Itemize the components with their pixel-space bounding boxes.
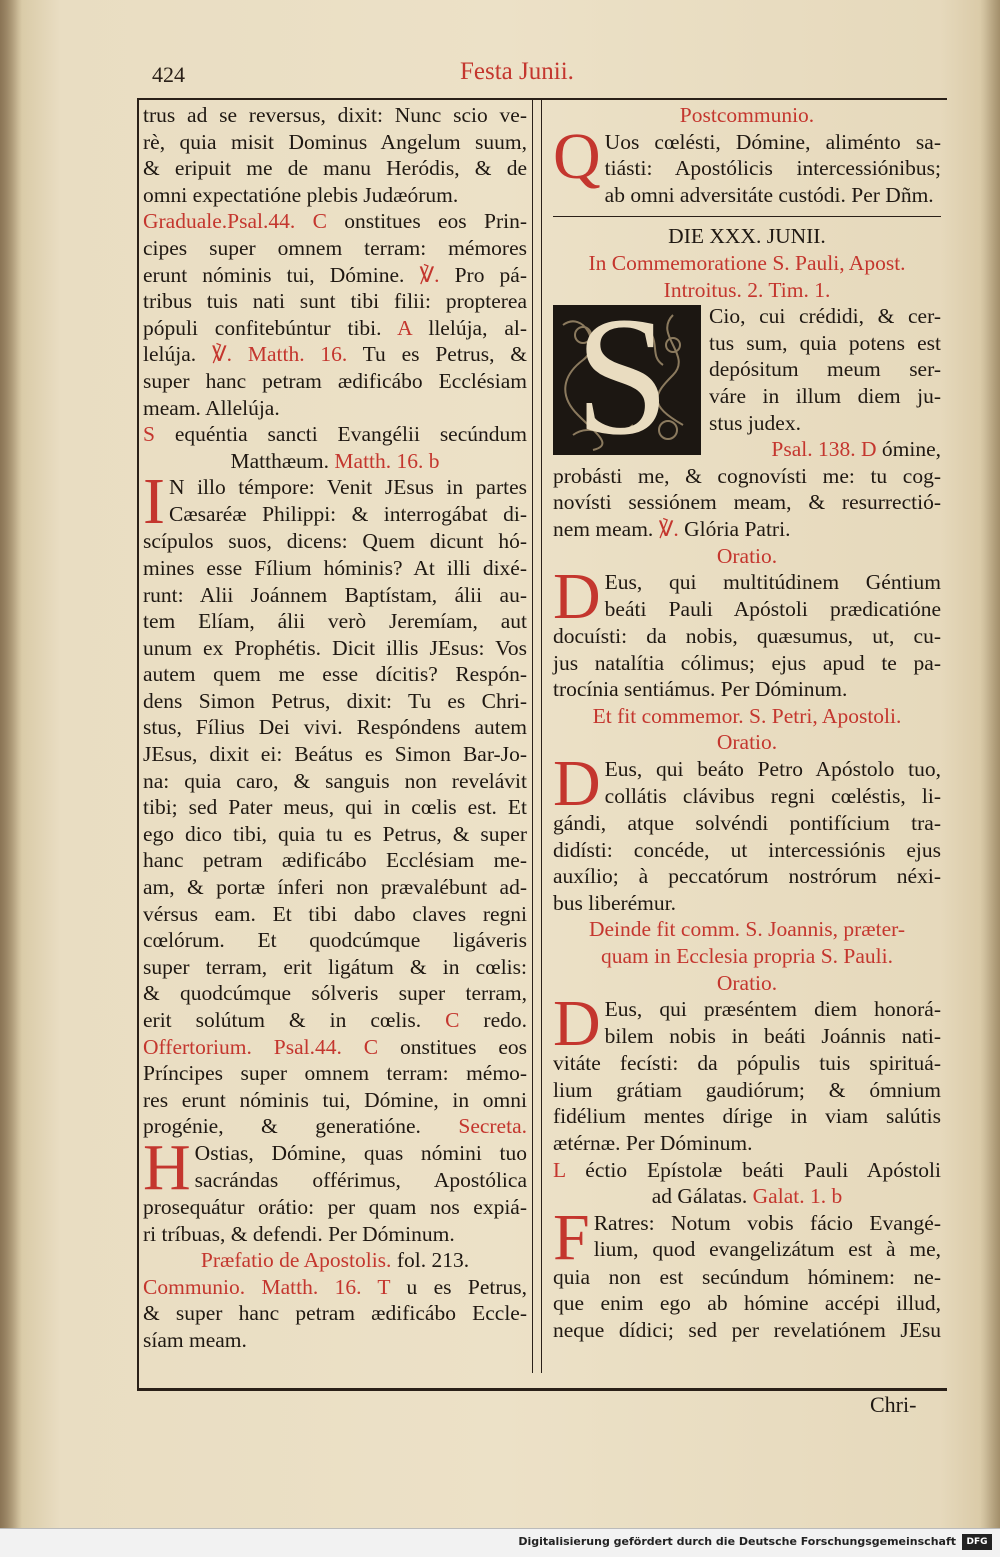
- rubric: Oratio.: [716, 970, 778, 995]
- text: mines esse Fílium hóminis? At illi dixé-: [143, 555, 527, 580]
- rubric: ℣. Matth. 16.: [211, 342, 348, 367]
- text-line: [553, 250, 941, 277]
- text-line: [553, 703, 941, 730]
- text: Tu es Petrus, &: [347, 342, 527, 367]
- initial-paragraph: [553, 569, 941, 623]
- text-line: tus sum, quia potens est: [709, 330, 941, 355]
- text: lium grátiam gaudiórum; & ómnium: [553, 1077, 941, 1102]
- text-line: [143, 1034, 527, 1061]
- text: ego dico tibi, quia tu es Petrus, & super: [143, 821, 527, 846]
- rubric: C: [445, 1008, 460, 1032]
- text: quia non est secúndum hóminem: ne-: [553, 1264, 941, 1289]
- text: omni expectatióne plebis Judæórum.: [143, 182, 459, 207]
- text-line: [143, 129, 527, 156]
- text: progénie, & generatióne.: [143, 1114, 459, 1139]
- text-line: [143, 661, 527, 688]
- postcommunio-heading: Postcommunio.: [679, 103, 815, 127]
- text: tribus tuis nati sunt tibi filii: propterea: [143, 289, 527, 314]
- rubric: Psal. 138. D: [771, 437, 877, 462]
- text: JEsus, dixit ei: Beátus es Simon Bar-Jo-: [143, 742, 527, 767]
- rubric: Offertorium. Psal.44. C: [143, 1034, 379, 1059]
- rubric: Deinde fit comm. S. Joannis, præter-: [588, 917, 906, 942]
- text: ad Gálatas.: [651, 1184, 753, 1209]
- text: super hanc petram ædificábo Ecclésiam: [143, 368, 527, 393]
- text: tibi; sed Pater meus, qui in cœlis est. Et: [143, 795, 527, 820]
- text-line: [143, 901, 527, 928]
- drop-cap: F: [553, 1209, 590, 1264]
- text-line: [143, 341, 527, 368]
- text-line: [143, 582, 527, 609]
- text: & eripuit me de manu Heródis, & de: [143, 156, 527, 181]
- text: res erunt nóminis tui, Dómine, in omni: [143, 1087, 527, 1112]
- text-line: [553, 1317, 941, 1344]
- text-line: [143, 980, 527, 1007]
- initial-paragraph: [553, 996, 941, 1050]
- text: éctio Epístolæ beáti Pauli Apóstoli: [565, 1157, 941, 1182]
- text-line: Uos cœlésti, Dómine, aliménto sa-: [604, 129, 941, 154]
- text-line: [143, 635, 527, 662]
- rubric: Galat. 1. b: [752, 1184, 843, 1209]
- text: stus, Fílius Dei vivi. Respóndens autem: [143, 715, 527, 740]
- text-line: [553, 1050, 941, 1077]
- text: Matthæum.: [230, 448, 335, 473]
- text-line: beáti Pauli Apóstoli prædicatióne: [604, 596, 941, 621]
- drop-cap: Q: [553, 128, 601, 193]
- rubric: Oratio.: [716, 543, 778, 568]
- text-line: [143, 688, 527, 715]
- right-column-body: [553, 223, 941, 1343]
- rubric: quam in Ecclesia propria S. Pauli.: [601, 944, 893, 969]
- text-line: depósitum meum ser-: [709, 357, 941, 382]
- text-line: [553, 463, 941, 490]
- text: equéntia sancti Evangélii secúndum: [154, 422, 527, 447]
- text: vitáte fecísti: da pópulis tuis spirituá-: [553, 1051, 941, 1076]
- text: u es Petrus,: [390, 1274, 527, 1299]
- text-line: [143, 315, 527, 342]
- text-line: [143, 208, 527, 235]
- text-line: [143, 874, 527, 901]
- drop-cap: H: [143, 1139, 191, 1194]
- text-line: [143, 847, 527, 874]
- text-line: [143, 1247, 527, 1274]
- gutter-shadow: [0, 0, 22, 1528]
- rubric: Et fit commemor. S. Petri, Apostoli.: [592, 703, 902, 728]
- text-line: [143, 1007, 527, 1034]
- text-line: [143, 1300, 527, 1327]
- text-line: [553, 970, 941, 997]
- text: erunt nóminis tui, Dómine.: [143, 262, 420, 287]
- text-line: [553, 223, 941, 250]
- dfg-logo: DFG: [962, 1534, 992, 1550]
- text-line: [143, 1087, 527, 1114]
- text-line: [553, 1264, 941, 1291]
- text-line: [143, 768, 527, 795]
- text-line: [553, 676, 941, 703]
- text: redo.: [459, 1008, 527, 1032]
- text-line: [143, 714, 527, 741]
- text: que enim ego ab hómine accépi illud,: [553, 1291, 941, 1316]
- text: runt: Alii Joánnem Baptístam, álii au-: [143, 582, 527, 607]
- text-line: [143, 262, 527, 289]
- text-line: Eus, qui multitúdinem Géntium: [604, 570, 941, 595]
- text-line: stus judex.: [709, 410, 801, 435]
- text-line: [553, 1103, 941, 1130]
- text-line: Ostias, Dómine, quas nómini tuo: [194, 1140, 527, 1165]
- text-line: [143, 608, 527, 635]
- text: onstitues eos: [378, 1034, 527, 1059]
- initial-paragraph: [553, 756, 941, 810]
- text: síam meam.: [143, 1327, 247, 1352]
- text: bus liberémur.: [553, 890, 677, 915]
- text: lelúja.: [143, 342, 212, 367]
- text: na: quia caro, & sanguis non revelávit: [143, 768, 527, 793]
- text-line: [553, 1130, 941, 1157]
- text: pópuli confitebúntur tibi.: [143, 315, 398, 340]
- text-line: [553, 1183, 941, 1210]
- rubric: Introitus. 2. Tim. 1.: [663, 277, 831, 302]
- text: am, & portæ ínferi non prævalébunt ad-: [143, 875, 527, 900]
- text-line: [553, 810, 941, 837]
- text: tem Elíam, álii verò Jeremíam, aut: [143, 609, 527, 634]
- text-line: [143, 1113, 527, 1140]
- text-line: [143, 102, 527, 129]
- text-line: [143, 555, 527, 582]
- text: gándi, atque solvéndi pontifícium tra-: [553, 811, 941, 836]
- text: nem meam.: [553, 516, 659, 541]
- page-number: 424: [152, 62, 185, 87]
- text: & super hanc petram ædificábo Eccle-: [143, 1301, 527, 1326]
- text: rè, quia misit Dominus Angelum suum,: [143, 129, 527, 154]
- footer-credit: Digitalisierung gefördert durch die Deutsche Forschungsgemeinschaft: [518, 1535, 956, 1548]
- drop-cap: I: [143, 474, 165, 529]
- text-line: [143, 1060, 527, 1087]
- section-rule: [553, 216, 941, 217]
- text: & quodcúmque sólveris super terram,: [143, 981, 527, 1006]
- initial-paragraph: [553, 1210, 941, 1264]
- text-line: [143, 927, 527, 954]
- text-line: [553, 916, 941, 943]
- text: cœlórum. Et quodcúmque ligáveris: [143, 928, 527, 953]
- rubric: S: [143, 422, 155, 447]
- rubric: Secreta.: [458, 1114, 527, 1139]
- text-line: [553, 489, 941, 516]
- text-line: Cæsaréæ Philippi: & interrogábat di-: [168, 501, 527, 526]
- text-line: [143, 235, 527, 262]
- text: onstitues eos Prin-: [326, 209, 528, 234]
- column-divider: [532, 98, 542, 1373]
- rubric: Oratio.: [716, 730, 778, 755]
- text: Glória Patri.: [678, 516, 791, 541]
- text: trus ad se reversus, dixit: Nunc scio ve-: [143, 103, 527, 127]
- text-line: Ratres: Notum vobis fácio Evangé-: [593, 1210, 941, 1235]
- text-line: [553, 543, 941, 570]
- woodcut-initial-s: [553, 305, 701, 455]
- text: prosequátur orátio: per quam nos expiá-: [143, 1194, 527, 1219]
- text-line: [143, 421, 527, 448]
- text-line: [553, 1077, 941, 1104]
- text: unum ex Prophétis. Dicit illis JEsus: Vos: [143, 635, 527, 660]
- drop-cap: D: [553, 996, 601, 1051]
- text-line: lium, quod evangelizátum est à me,: [593, 1237, 941, 1262]
- text-line: [553, 729, 941, 756]
- drop-cap: D: [553, 756, 601, 811]
- text: didísti: concéde, ut intercessiónis ejus: [553, 837, 941, 862]
- text: dens Simon Petrus, dixit: Tu es Chri-: [143, 688, 527, 713]
- text: Pro pá-: [439, 262, 527, 287]
- text-line: sacrándas offérimus, Apostólica: [194, 1167, 527, 1192]
- text-line: [143, 741, 527, 768]
- text: fol. 213.: [391, 1248, 470, 1273]
- rubric: Matth. 16. b: [334, 448, 440, 473]
- text-line: [143, 182, 527, 209]
- text-line: [143, 821, 527, 848]
- text-line: [553, 623, 941, 650]
- text-line: váre in illum diem ju-: [709, 383, 941, 408]
- text-line: [143, 1194, 527, 1221]
- initial-paragraph: [143, 474, 527, 528]
- introit-paragraph: [553, 303, 941, 463]
- text: auxílio; à peccatórum nostrórum néxi-: [553, 864, 941, 889]
- text: ætérnæ. Per Dóminum.: [553, 1131, 753, 1155]
- text-line: [143, 1327, 527, 1354]
- text-line: [553, 1290, 941, 1317]
- text-line: [143, 794, 527, 821]
- initial-paragraph: [143, 1140, 527, 1194]
- text-line: bilem nobis in beáti Joánnis nati-: [604, 1023, 941, 1048]
- rubric: ℣.: [658, 516, 679, 541]
- text-line: [143, 448, 527, 475]
- text-line: [143, 528, 527, 555]
- text: erit solútum & in cœlis.: [143, 1008, 446, 1032]
- text: autem quem me esse dícitis? Respón-: [143, 662, 527, 687]
- text: fidélium mentes dírige in viam salútis: [553, 1104, 941, 1129]
- text-line: [143, 1221, 527, 1248]
- text: ri tríbuas, & defendi. Per Dóminum.: [143, 1221, 455, 1246]
- text: DIE XXX. JUNII.: [668, 224, 826, 249]
- rubric: Graduale.Psal.44. C: [143, 209, 327, 234]
- text-line: [143, 155, 527, 182]
- frame-bottom-rule: [137, 1388, 947, 1391]
- catchword: Chri-: [870, 1392, 917, 1417]
- text: vérsus eam. Et tibi dabo claves regni: [143, 901, 527, 926]
- woodcut-letter: S: [575, 305, 670, 456]
- drop-cap: D: [553, 569, 601, 624]
- text-line: [553, 277, 941, 304]
- running-title: Festa Junii.: [460, 58, 574, 85]
- text-line: ab omni adversitáte custódi. Per Dñm.: [604, 182, 934, 207]
- page-edge: [980, 0, 1000, 1528]
- text-line: collátis clávibus regni cœléstis, li-: [604, 783, 941, 808]
- text: probásti me, & cognovísti me: tu cog-: [553, 463, 941, 488]
- text: super terram, erit ligátum & in cœlis:: [143, 954, 527, 979]
- text: llelúja, al-: [411, 315, 527, 340]
- text: novísti sessiónem meam, & resurrectió-: [553, 490, 941, 515]
- text: jus natalítia cólimus; ejus apud te pa-: [553, 650, 941, 675]
- text: docuísti: da nobis, quæsumus, ut, cu-: [553, 624, 941, 649]
- text-line: Eus, qui beáto Petro Apóstolo tuo,: [604, 757, 941, 782]
- text-line: [143, 368, 527, 395]
- rubric: Communio. Matth. 16. T: [143, 1274, 391, 1299]
- text: Príncipes super omnem terram: mémo-: [143, 1061, 527, 1086]
- rubric: A: [397, 315, 412, 340]
- text-line: [553, 863, 941, 890]
- page-header: [150, 56, 950, 96]
- text: neque dídici; sed per revelatiónem JEsu: [553, 1317, 941, 1342]
- text-line: N illo témpore: Venit JEsus in partes: [168, 475, 527, 500]
- left-column: [143, 102, 527, 1354]
- rubric: ℣.: [419, 262, 440, 287]
- rubric: In Commemoratione S. Pauli, Apost.: [588, 250, 906, 275]
- text-line: [553, 890, 941, 917]
- text: cipes super omnem terram: mémores: [143, 235, 527, 260]
- rubric: Præfatio de Apostolis.: [200, 1248, 392, 1273]
- text-line: [143, 395, 527, 422]
- text-line: Cio, cui crédidi, & cer-: [709, 304, 941, 329]
- postcommunio-paragraph: [553, 129, 941, 209]
- text-line: [553, 943, 941, 970]
- text: scípulos suos, dicens: Quem dicunt hó-: [143, 529, 527, 554]
- text-line: [553, 837, 941, 864]
- text-line: [553, 650, 941, 677]
- digitization-footer: [0, 1528, 1000, 1557]
- text-line: [553, 516, 941, 543]
- right-column: [553, 102, 941, 1344]
- rubric: L: [553, 1157, 566, 1182]
- text-line: [143, 954, 527, 981]
- text: hanc petram ædificábo Ecclésiam me-: [143, 848, 527, 873]
- text: ómine,: [876, 437, 941, 462]
- text-line: tiásti: Apostólicis intercessiónibus;: [604, 156, 941, 181]
- text-line: Eus, qui præséntem diem honorá-: [604, 997, 941, 1022]
- text-line: [143, 1274, 527, 1301]
- text-line: [143, 288, 527, 315]
- text: trocínia sentiámus. Per Dóminum.: [553, 677, 848, 702]
- text: meam. Allelúja.: [143, 395, 280, 420]
- text-line: [553, 1157, 941, 1184]
